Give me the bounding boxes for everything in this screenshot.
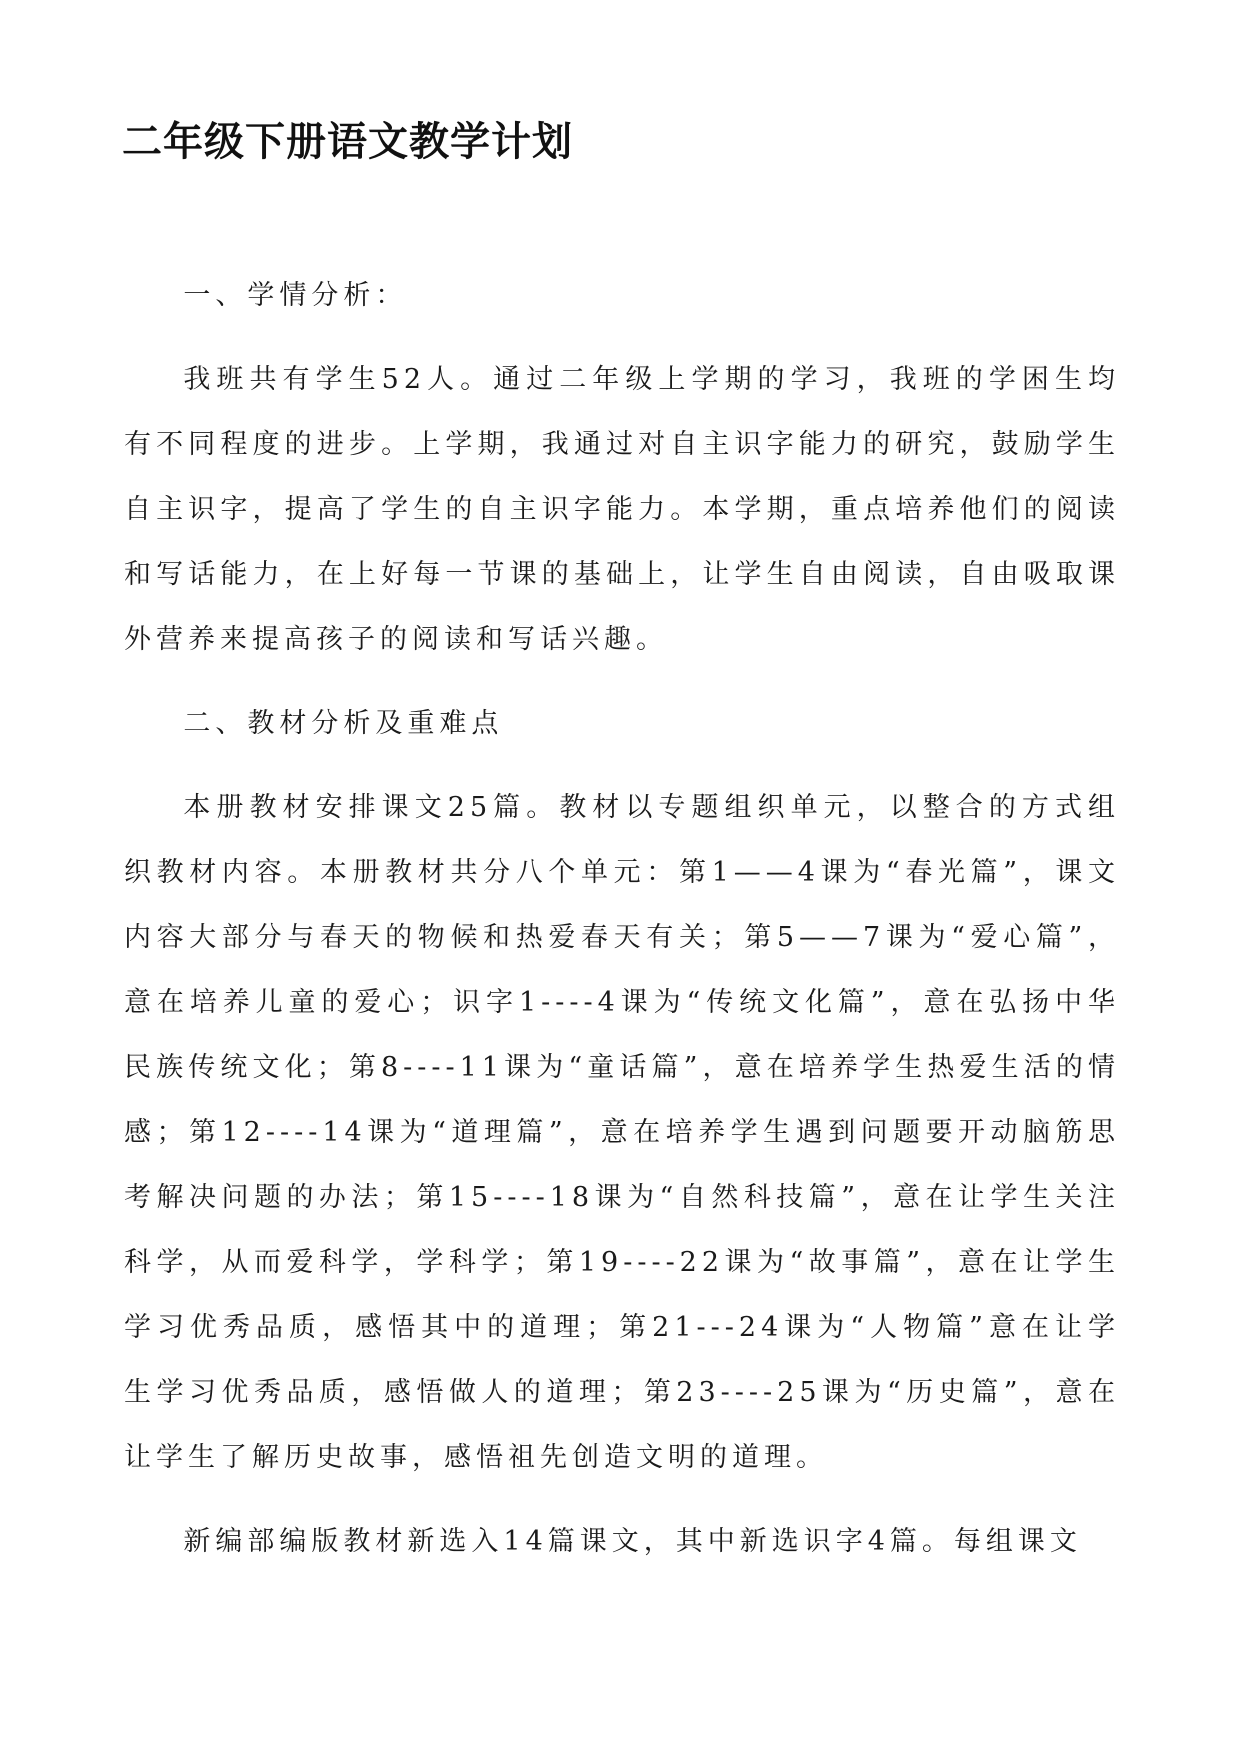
- document-body: [124, 263, 1120, 1593]
- paragraph-new-texts: 新编部编版教材新选入14篇课文，其中新选识字4篇。每组课文: [183, 1526, 1082, 1557]
- document-title: 二年级下册语文教学计划: [122, 119, 573, 165]
- section-heading-learning-analysis: 一、学情分析：: [183, 280, 408, 311]
- paragraph-learning-analysis: 我班共有学生52人。通过二年级上学期的学习，我班的学困生均有不同程度的进步。上学期，我通过对自主识字能力的研究，鼓励学生自主识字，提高了学生的自主识字能力。本学期，重点培养他们的阅读和写话能力，在上好每一节课的基础上，让学生自由阅读，自由吸取课外营养来提高孩子的阅读和写话兴趣。: [124, 364, 1120, 655]
- section-heading-textbook-analysis: 二、教材分析及重难点: [183, 708, 504, 739]
- paragraph-textbook-units: 本册教材安排课文25篇。教材以专题组织单元，以整合的方式组织教材内容。本册教材共分八个单元：第1——4课为“春光篇”，课文内容大部分与春天的物候和热爱春天有关；第5——7课为“爱心篇”，意在培养儿童的爱心；识字1----4课为“传统文化篇”，意在弘扬中华民族传统文化；第8----11课为“童话篇”，意在培养学生热爱生活的情感；第12----14课为“道理篇”，意在培养学生遇到问题要开动脑筋思考解决问题的办法；第15----18课为“自然科技篇”，意在让学生关注科学，从而爱科学，学科学；第19----22课为“故事篇”，意在让学生学习优秀品质，感悟其中的道理；第21---24课为“人物篇”意在让学生学习优秀品质，感悟做人的道理；第23----25课为“历史篇”，意在让学生了解历史故事，感悟祖先创造文明的道理。: [124, 792, 1120, 1473]
